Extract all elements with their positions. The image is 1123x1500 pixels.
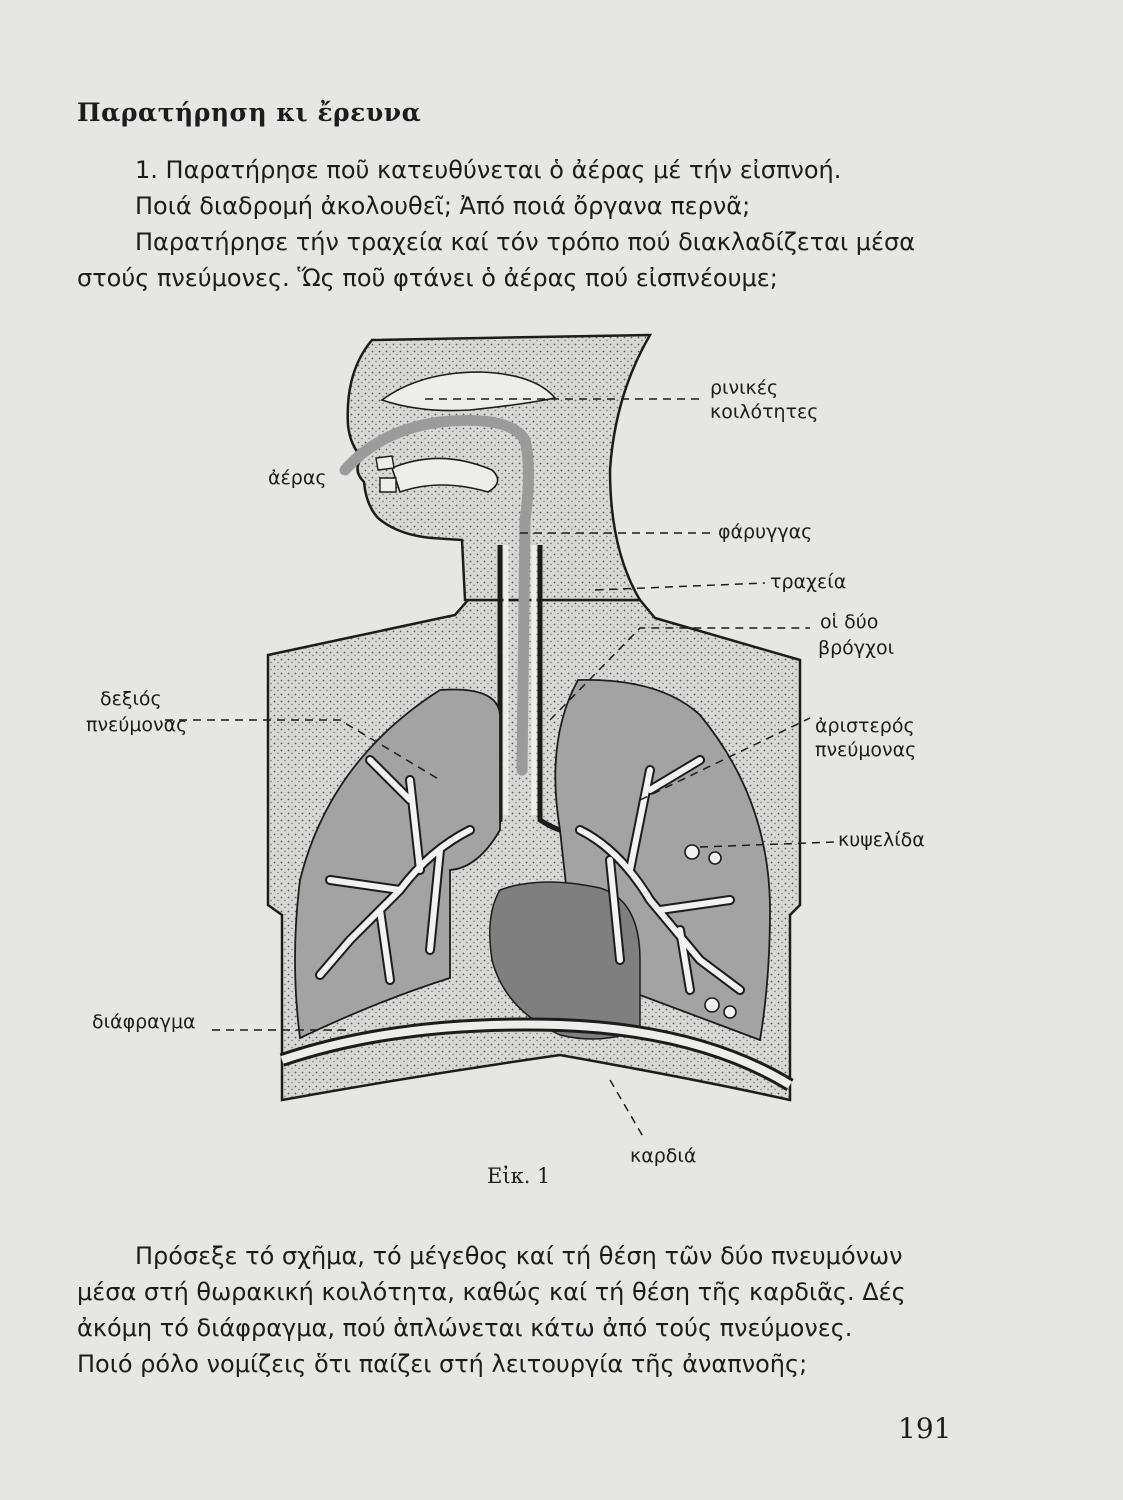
outro-line: μέσα στή θωρακική κοιλότητα, καθώς καί τή θέση τῆς καρδιᾶς. Δές xyxy=(77,1278,906,1306)
label-right-lung: πνεύμονας xyxy=(86,714,188,736)
intro-line: Παρατήρησε τήν τραχεία καί τόν τρόπο πού διακλαδίζεται μέσα xyxy=(135,228,916,256)
label-left-lung: ἀριστερός xyxy=(815,715,915,737)
label-bronchi: βρόγχοι xyxy=(818,637,895,659)
page-number: 191 xyxy=(898,1412,952,1445)
intro-line: Ποιά διαδρομή ἀκολουθεῖ; Ἀπό ποιά ὄργανα περνᾶ; xyxy=(135,192,751,220)
label-right-lung: δεξιός xyxy=(100,688,162,710)
outro-line: Πρόσεξε τό σχῆμα, τό μέγεθος καί τή θέση τῶν δύο πνευμόνων xyxy=(135,1242,903,1270)
label-heart: καρδιά xyxy=(630,1145,697,1167)
intro-paragraph xyxy=(77,152,1047,296)
label-bronchi: οἱ δύο xyxy=(820,611,879,633)
label-left-lung: πνεύμονας xyxy=(815,739,917,761)
respiratory-system-figure xyxy=(60,330,960,1200)
outro-line: Ποιό ρόλο νομίζεις ὅτι παίζει στή λειτουργία τῆς ἀναπνοῆς; xyxy=(77,1350,808,1378)
label-nasal-cavities: κοιλότητες xyxy=(710,401,819,423)
label-diaphragm: διάφραγμα xyxy=(92,1011,196,1033)
figure-caption: Εἰκ. 1 xyxy=(487,1164,551,1188)
label-air: ἀέρας xyxy=(268,467,327,489)
label-trachea: τραχεία xyxy=(770,571,847,593)
intro-line: στούς πνεύμονες. Ὥς ποῦ φτάνει ὁ ἀέρας πού εἰσπνέουμε; xyxy=(77,264,778,292)
label-alveolus: κυψελίδα xyxy=(838,829,925,851)
label-nasal-cavities: ρινικές xyxy=(710,377,779,399)
outro-line: ἀκόμη τό διάφραγμα, πού ἁπλώνεται κάτω ἀπό τούς πνεύμονες. xyxy=(77,1314,853,1342)
section-heading: Παρατήρηση κι ἔρευνα xyxy=(77,98,422,127)
intro-line: 1. Παρατήρησε ποῦ κατευθύνεται ὁ ἀέρας μέ τήν εἰσπνοή. xyxy=(135,156,842,184)
label-pharynx: φάρυγγας xyxy=(718,521,813,543)
outro-paragraph xyxy=(77,1238,1047,1382)
